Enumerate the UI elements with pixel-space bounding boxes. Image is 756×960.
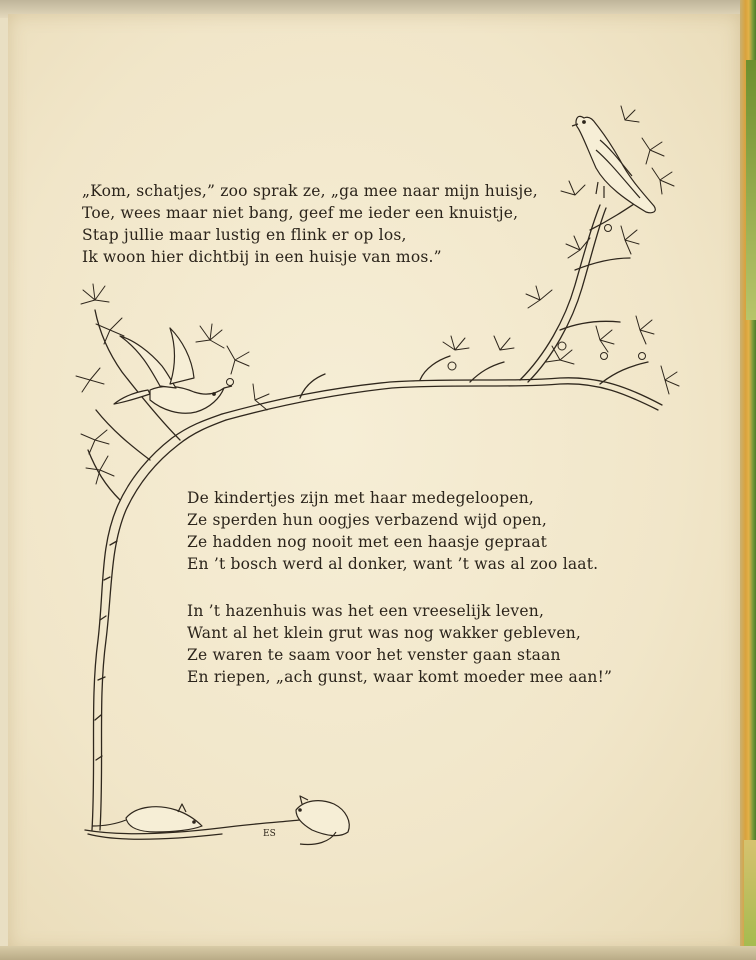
mouse-left-illustration	[92, 804, 202, 832]
poem-stanza-2	[187, 487, 598, 575]
poem-line: De kindertjes zijn met haar medegeloopen,	[187, 489, 535, 507]
poem-line: Want al het klein grut was nog wakker gebleven,	[187, 624, 582, 642]
poem-line: Ze waren te saam voor het venster gaan staan	[187, 646, 561, 664]
poem-line: En ’t bosch werd al donker, want ’t was al zoo laat.	[187, 555, 599, 573]
poem-stanza-3	[187, 600, 612, 688]
dove-illustration	[572, 116, 655, 212]
poem-stanza-1	[82, 180, 538, 268]
poem-line: In ’t hazenhuis was het een vreeselijk leven,	[187, 602, 545, 620]
poem-line: Stap jullie maar lustig en flink er op los,	[82, 226, 407, 244]
poem-line: Ze hadden nog nooit met een haasje gepraat	[187, 533, 548, 551]
poem-line: „Kom, schatjes,” zoo sprak ze, „ga mee naar mijn huisje,	[82, 182, 538, 200]
poem-line: Ik woon hier dichtbij in een huisje van mos.”	[82, 248, 442, 266]
poem-line: Ze sperden hun oogjes verbazend wijd open,	[187, 511, 547, 529]
tree-branch	[222, 378, 662, 414]
bird-illustration	[114, 328, 232, 413]
mouse-right-illustration	[296, 796, 349, 845]
poem-line: Toe, wees maar niet bang, geef me ieder een knuistje,	[82, 204, 519, 222]
illustrator-signature: ES	[263, 829, 276, 839]
poem-line: En riepen, „ach gunst, waar komt moeder mee aan!”	[187, 668, 613, 686]
